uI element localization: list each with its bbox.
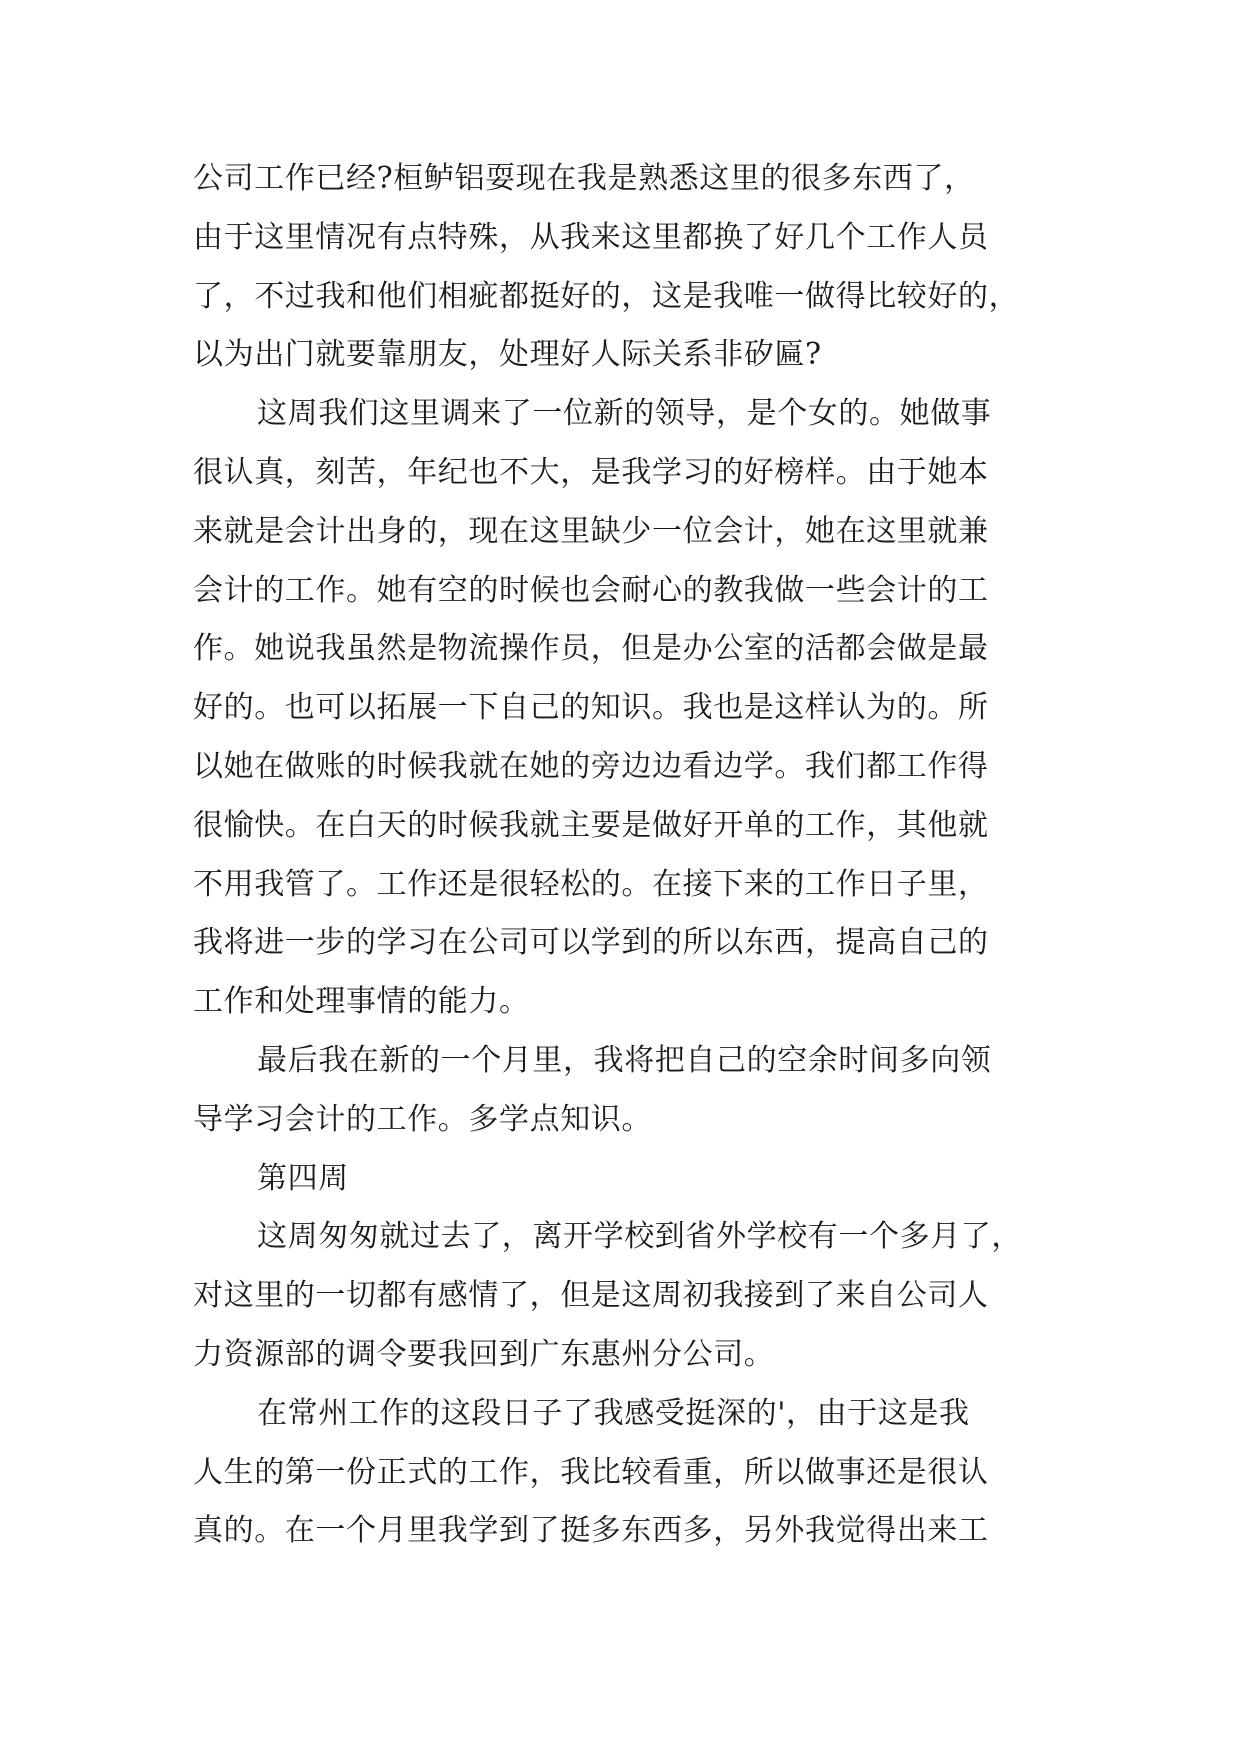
text-line: 对这里的一切都有感情了，但是这周初我接到了来自公司人 [193,1278,989,1314]
text-line: 来就是会计出身的，现在这里缺少一位会计，她在这里就兼 [193,513,989,549]
paragraph-first-line: 这周匆匆就过去了，离开学校到省外学校有一个多月了， [257,1219,1022,1255]
text-line: 人生的第一份正式的工作，我比较看重，所以做事还是很认 [193,1454,989,1490]
text-line: 了，不过我和他们相疵都挺好的，这是我唯一做得比较好的， [193,278,1020,314]
paragraph-first-line: 最后我在新的一个月里，我将把自己的空余时间多向领 [257,1042,992,1078]
text-line: 会计的工作。她有空的时候也会耐心的教我做一些会计的工 [193,572,989,608]
paragraph-first-line: 这周我们这里调来了一位新的领导，是个女的。她做事 [257,396,992,432]
text-line: 作。她说我虽然是物流操作员，但是办公室的活都会做是最 [193,631,989,667]
text-line: 我将进一步的学习在公司可以学到的所以东西，提高自己的 [193,925,989,961]
section-heading: 第四周 [257,1160,349,1196]
text-line: 真的。在一个月里我学到了挺多东西多，另外我觉得出来工 [193,1513,989,1549]
text-line: 好的。也可以拓展一下自己的知识。我也是这样认为的。所 [193,690,989,726]
text-line: 导学习会计的工作。多学点知识。 [193,1101,652,1137]
text-line: 很认真，刻苦，年纪也不大，是我学习的好榜样。由于她本 [193,454,989,490]
body-text [193,150,1055,1561]
text-line: 以她在做账的时候我就在她的旁边边看边学。我们都工作得 [193,748,989,784]
text-line: 力资源部的调令要我回到广东惠州分公司。 [193,1336,775,1372]
text-line: 以为出门就要靠朋友，处理好人际关系非矽匾? [193,337,822,373]
text-line: 公司工作已经?桓鲈铝耍现在我是熟悉这里的很多东西了， [193,161,975,196]
paragraph-first-line: 在常州工作的这段日子了我感受挺深的'，由于这是我 [257,1395,970,1431]
text-line: 不用我管了。工作还是很轻松的。在接下来的工作日子里， [193,866,989,902]
text-line: 工作和处理事情的能力。 [193,984,530,1020]
text-line: 很愉快。在白天的时候我就主要是做好开单的工作，其他就 [193,807,989,843]
text-line: 由于这里情况有点特殊，从我来这里都换了好几个工作人员 [193,219,989,255]
